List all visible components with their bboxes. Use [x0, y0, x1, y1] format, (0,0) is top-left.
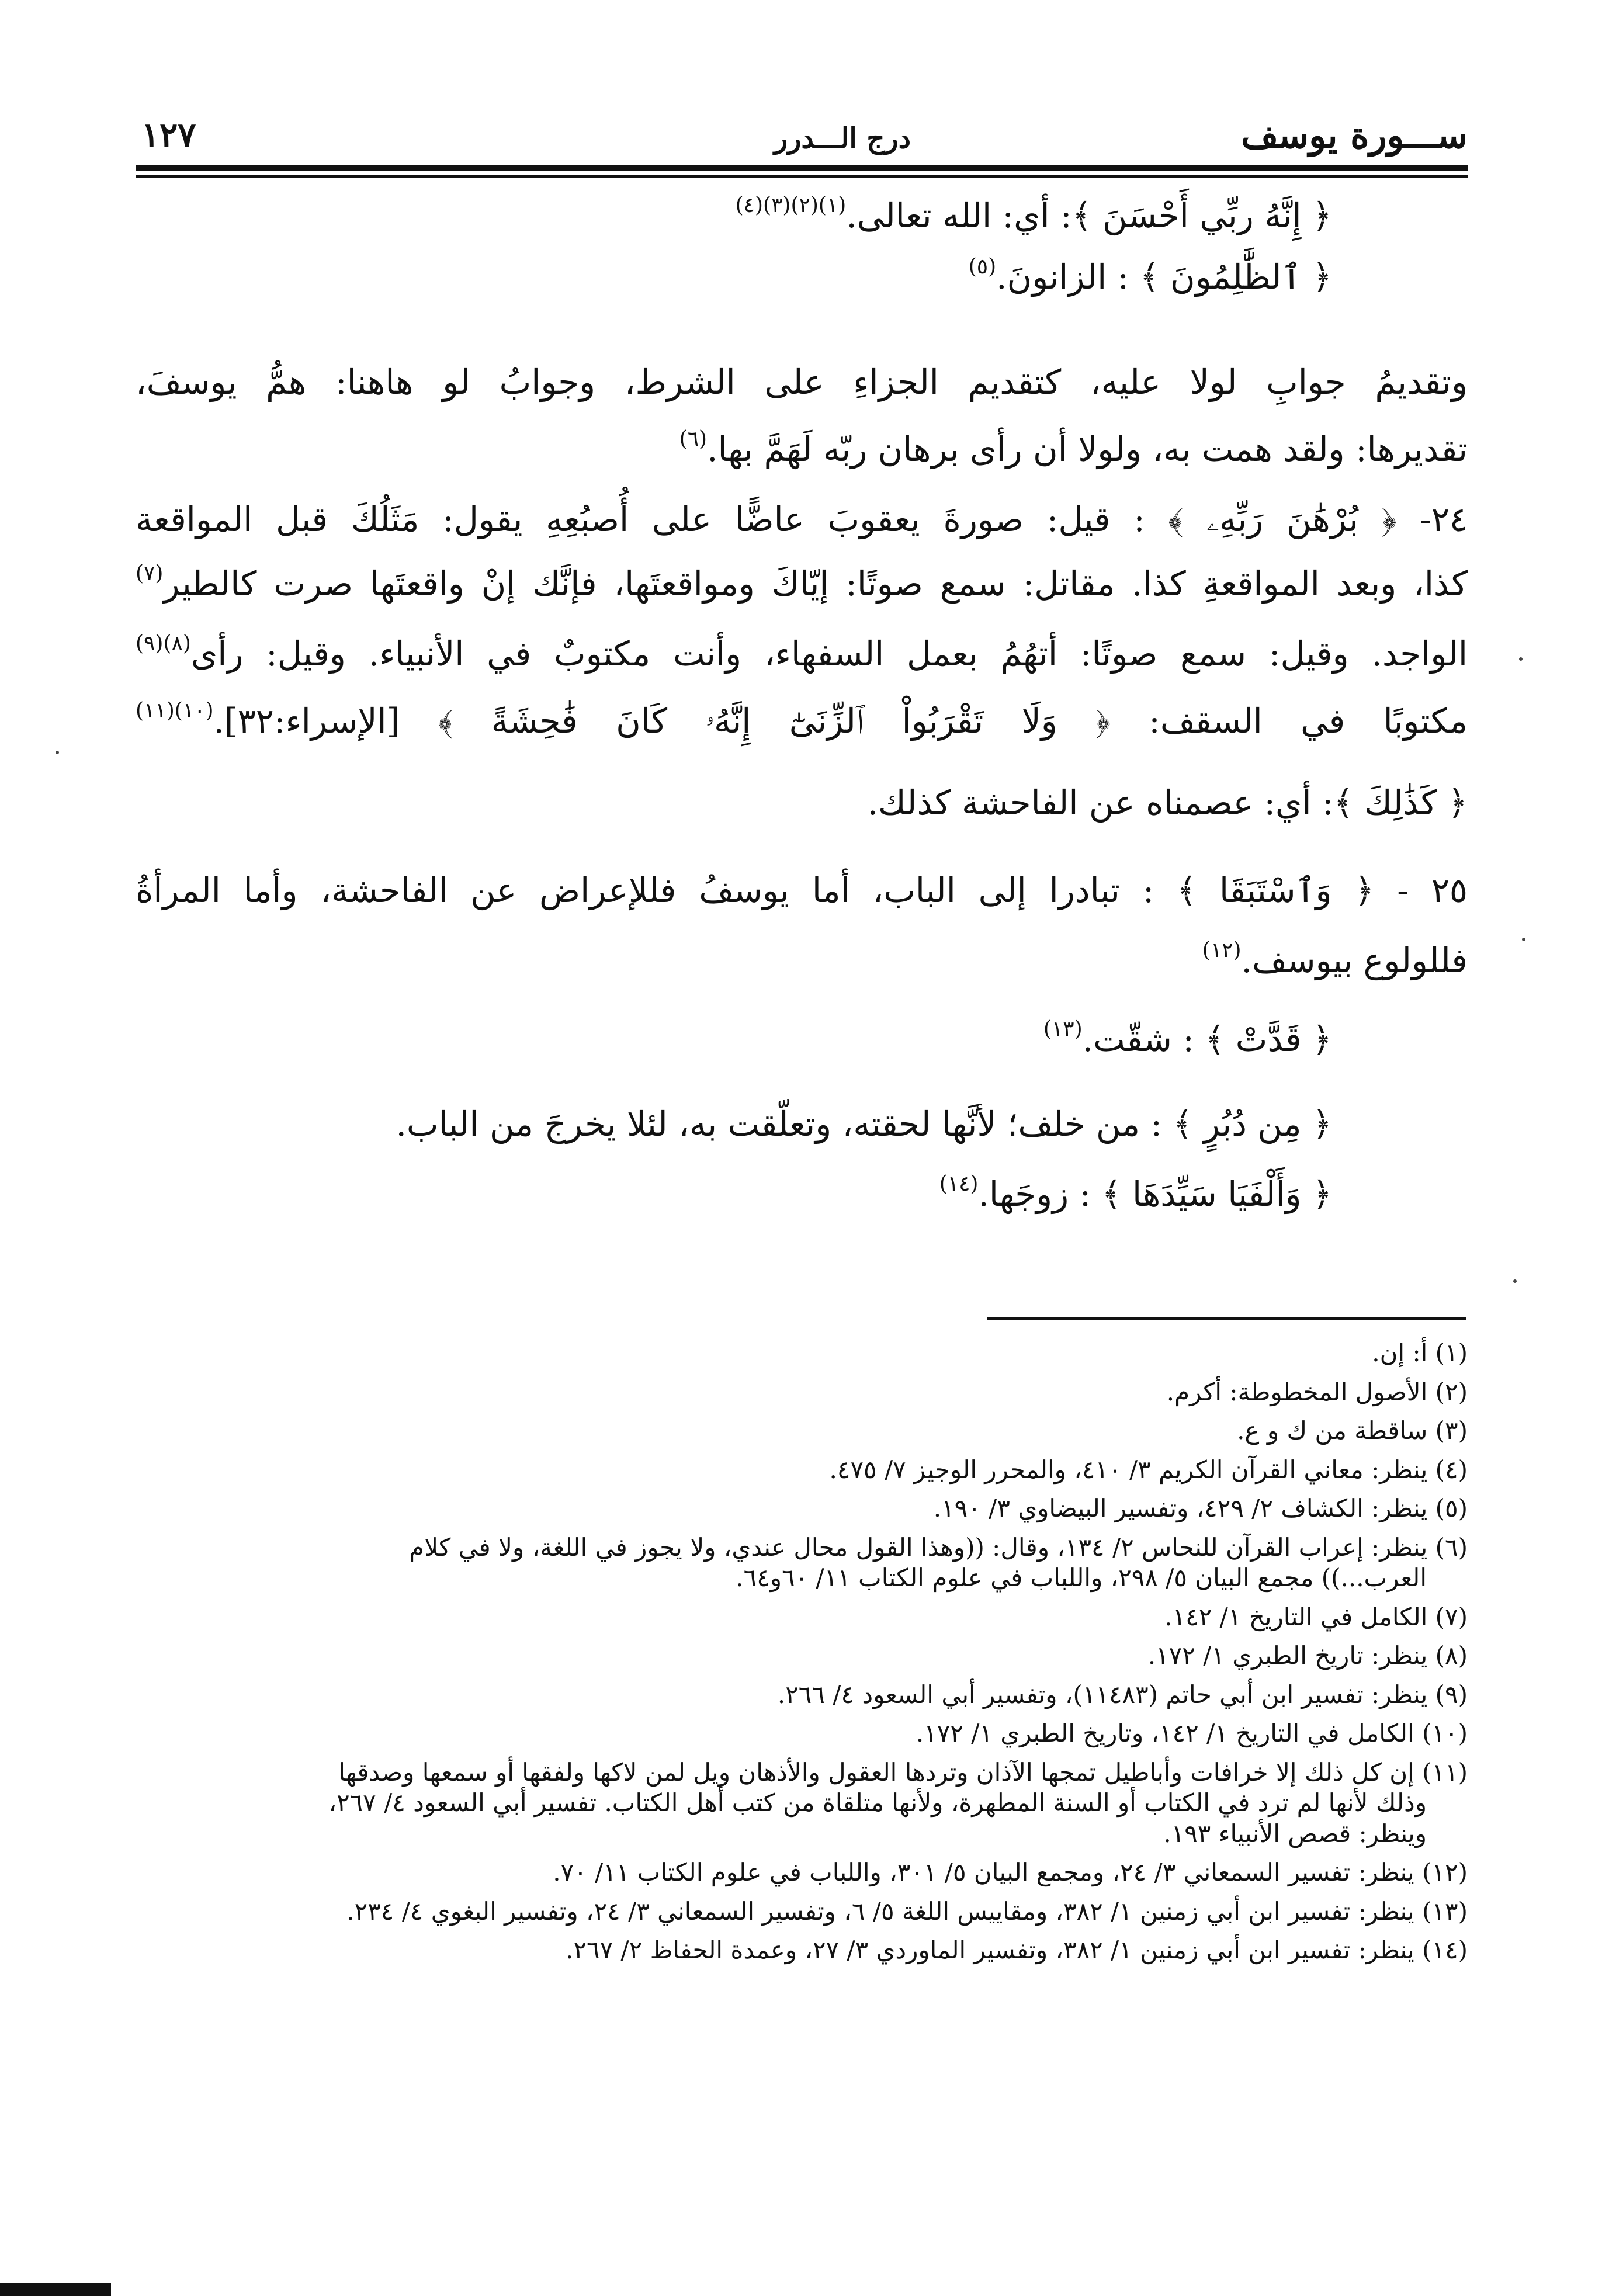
scan-speck — [1522, 938, 1525, 941]
footnotes — [136, 1338, 1468, 1974]
text-line: ﴿ كَذَٰلِكَ ﴾: أي: عصمناه عن الفاحشة كذلك. — [867, 783, 1468, 823]
footnote: (٦) ينظر: إعراب القرآن للنحاس ٢/ ١٣٤، وقال: ((وهذا القول محال عندي، ولا يجوز في اللغة، ولا في كلام العرب...)) مجمع البيان ٥/ ٢٩٨، واللباب في علوم الكتاب ١١/ ٦٠و٦٤. — [409, 1532, 1468, 1592]
footnote-ref: (٧) — [136, 561, 164, 585]
footnote-ref: (١٢) — [1202, 938, 1242, 962]
footnote-ref: (١٠) — [174, 699, 214, 723]
scan-edge-mark — [0, 2283, 111, 2296]
book-title: درج الـــدرر — [774, 122, 911, 155]
text-line: مكتوبًا في السقف: ﴿ وَلَا تَقْرَبُواْ ٱلزِّنَىٰٓ إِنَّهُۥ كَانَ فَٰحِشَةً ﴾ [الإسراء:٣٢].$^{(١٠)(١١)}$ — [136, 699, 1468, 741]
footnote: (٢) الأصول المخطوطة: أكرم. — [1166, 1377, 1468, 1406]
text-line: فللولوع بيوسف.$^{(١٢)}$ — [1202, 938, 1468, 980]
text-line: ﴿ قَدَّتْ ﴾ : شقّت.$^{(١٣)}$ — [1043, 1017, 1332, 1059]
footnote-ref: (١١) — [136, 699, 175, 723]
footnote-ref: (٥) — [968, 255, 997, 279]
footnote: (٩) ينظر: تفسير ابن أبي حاتم (١١٤٨٣)، وتفسير أبي السعود ٤/ ٢٦٦. — [777, 1680, 1468, 1709]
footnote-ref: (٨) — [163, 632, 191, 655]
footnote: (١١) إن كل ذلك إلا خرافات وأباطيل تمجها الآذان وتردها العقول والأذهان ويل لمن لاكها ولفقها أو سمعها وصدقها وذلك لأنها لم ترد في الكتاب أو السنة المطهرة، ولأنها متلقاة من كتب أهل الكتاب. تفسير أبي السعود ٤/ ٢٦٧، وينظر: قصص الأنبياء ١٩٣. — [328, 1757, 1468, 1848]
footnote-ref: (١٤) — [939, 1172, 979, 1196]
footnote: (١٣) ينظر: تفسير ابن أبي زمنين ١/ ٣٨٢، ومقاييس اللغة ٥/ ٦، وتفسير السمعاني ٣/ ٢٤، وتفسير البغوي ٤/ ٢٣٤. — [346, 1896, 1468, 1926]
scan-speck — [56, 751, 59, 754]
footnote-separator — [987, 1317, 1466, 1320]
scan-speck — [1513, 1279, 1517, 1283]
footnote: (١٤) ينظر: تفسير ابن أبي زمنين ١/ ٣٨٢، وتفسير الماوردي ٣/ ٢٧، وعمدة الحفاظ ٢/ ٢٦٧. — [566, 1936, 1468, 1964]
footnote: (١٠) الكامل في التاريخ ١/ ١٤٢، وتاريخ الطبري ١/ ١٧٢. — [916, 1719, 1468, 1747]
footnote: (١٢) ينظر: تفسير السمعاني ٣/ ٢٤، ومجمع البيان ٥/ ٣٠١، واللباب في علوم الكتاب ١١/ ٧٠. — [553, 1858, 1468, 1886]
page-number: ١٢٧ — [141, 115, 196, 155]
text-line: ﴿ ٱلظَّٰلِمُونَ ﴾ : الزانونَ.$^{(٥)}$ — [968, 255, 1332, 297]
text-line: ﴿ مِن دُبُرٍ ﴾ : من خلف؛ لأنَّها لحقته، وتعلّقت به، لئلا يخرجَ من الباب. — [396, 1104, 1332, 1144]
footnote-ref: (١) — [818, 193, 847, 217]
main-text — [136, 0, 1468, 1285]
text-line: ٢٤- ﴿ بُرْهَٰنَ رَبِّهِۦ ﴾ : قيل: صورةَ يعقوبَ عاضًّا على أُصبُعِهِ يقول: مَثَلُكَ قبل المواقعة — [136, 500, 1468, 539]
footnote: (٨) ينظر: تاريخ الطبري ١/ ١٧٢. — [1147, 1641, 1468, 1670]
footnote: (٤) ينظر: معاني القرآن الكريم ٣/ ٤١٠، والمحرر الوجيز ٧/ ٤٧٥. — [829, 1455, 1468, 1484]
footnote-ref: (١٣) — [1043, 1017, 1083, 1041]
text-line: كذا، وبعد المواقعةِ كذا. مقاتل: سمع صوتًا: إيّاكَ ومواقعتَها، فإنَّك إنْ واقعتَها صرت كالطير$^{(٧)}$ — [136, 561, 1468, 604]
footnote: (١) أ: إن. — [1372, 1338, 1468, 1367]
footnote-ref: (٣) — [763, 193, 791, 217]
text-line: ﴿ إِنَّهُ ربِّي أَحْسَنَ ﴾: أي: الله تعالى.$^{(١)(٢)(٣)(٤)}$ — [735, 193, 1332, 235]
footnote: (٧) الكامل في التاريخ ١/ ١٤٢. — [1164, 1602, 1468, 1631]
text-line: ٢٥ - ﴿ وَٱسْتَبَقَا ﴾ : تبادرا إلى الباب، أما يوسفُ فللإعراض عن الفاحشة، وأما المرأةُ — [136, 870, 1468, 910]
footnote-ref: (٤) — [735, 193, 764, 217]
footnote-ref: (٢) — [790, 193, 819, 217]
footnote-ref: (٦) — [679, 427, 708, 451]
footnote-ref: (٩) — [136, 632, 164, 655]
surah-title: ســـورة يوسف — [1241, 114, 1468, 157]
text-line: ﴿ وَأَلْفَيَا سَيِّدَهَا ﴾ : زوجَها.$^{(١٤)}$ — [939, 1172, 1332, 1214]
scan-speck — [1519, 657, 1523, 661]
text-line: تقديرها: ولقد همت به، ولولا أن رأى برهان ربّه لَهَمَّ بها.$^{(٦)}$ — [679, 427, 1468, 469]
text-line: الواجد. وقيل: سمع صوتًا: أتهُمُ بعمل السفهاء، وأنت مكتوبٌ في الأنبياء. وقيل: رأى$^{(٨)(٩)}$ — [136, 632, 1468, 674]
text-line: وتقديمُ جوابِ لولا عليه، كتقديم الجزاءِ على الشرط، وجوابُ لو هاهنا: همُّ يوسفَ، — [136, 362, 1468, 402]
footnote: (٣) ساقطة من ك و ع. — [1237, 1416, 1468, 1445]
footnote: (٥) ينظر: الكشاف ٢/ ٤٢٩، وتفسير البيضاوي ٣/ ١٩٠. — [933, 1494, 1468, 1522]
